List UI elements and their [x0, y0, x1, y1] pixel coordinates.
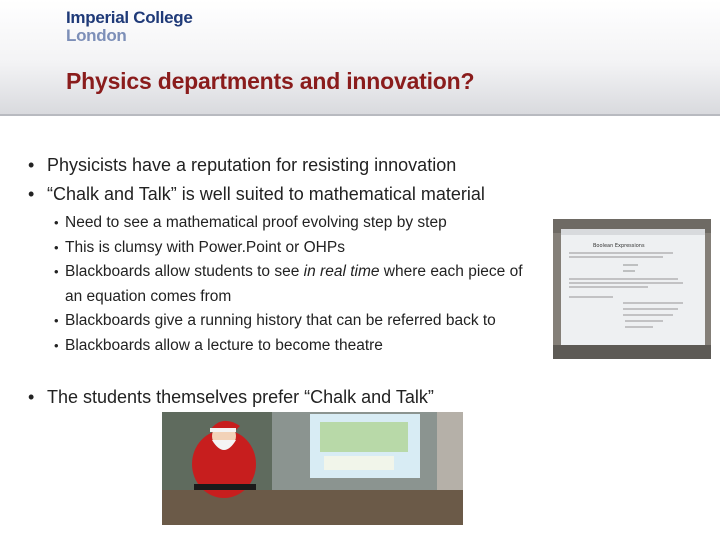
bullet-dot: • [28, 387, 35, 407]
bullet-text: The students themselves prefer “Chalk and Talk” [47, 387, 434, 407]
sub-bullet-text: Blackboards allow a lecture to become theatre [65, 336, 383, 354]
sub-bullet-text-part: Blackboards allow students to see [65, 263, 304, 280]
projection-screen-photo [553, 219, 711, 359]
sub-bullet-text: Need to see a mathematical proof evolving step by step [65, 214, 447, 231]
imperial-college-logo [66, 9, 193, 45]
lecture-theatre-image [162, 412, 463, 525]
sub-bullet-item [54, 211, 544, 236]
sub-bullet-text-part: where each piece of an equation comes from [65, 263, 523, 305]
sub-bullet-text: Blackboards give a running history that can be referred back to [65, 312, 496, 329]
slide-header [0, 0, 720, 116]
bullet-dot: • [54, 239, 59, 255]
screen-heading: Boolean Expressions [593, 243, 645, 249]
slide-title: Physics departments and innovation? [66, 68, 475, 94]
sub-bullet-item [54, 236, 544, 261]
sub-bullet-item [54, 334, 544, 359]
sub-bullet-text: This is clumsy with Power.Point or OHPs [65, 238, 345, 256]
sub-bullet-list [54, 211, 544, 358]
bullet-dot: • [54, 337, 59, 353]
logo-line-1: Imperial College [66, 8, 193, 27]
sub-bullet-item [54, 260, 540, 309]
projection-screen-image [553, 219, 711, 359]
bullet-text: Physicists have a reputation for resisting innovation [47, 155, 457, 175]
sub-bullet-emphasis: in real time [303, 263, 380, 280]
lecture-theatre-photo [162, 412, 463, 525]
logo-line-2: London [66, 26, 127, 45]
bullet-dot: • [28, 155, 35, 175]
bullet-dot: • [54, 313, 59, 328]
bullet-dot: • [54, 264, 59, 279]
bullet-dot: • [28, 184, 35, 204]
bullet-dot: • [54, 215, 59, 230]
sub-bullet-item [54, 309, 520, 334]
bullet-text: “Chalk and Talk” is well suited to mathematical material [47, 184, 485, 204]
